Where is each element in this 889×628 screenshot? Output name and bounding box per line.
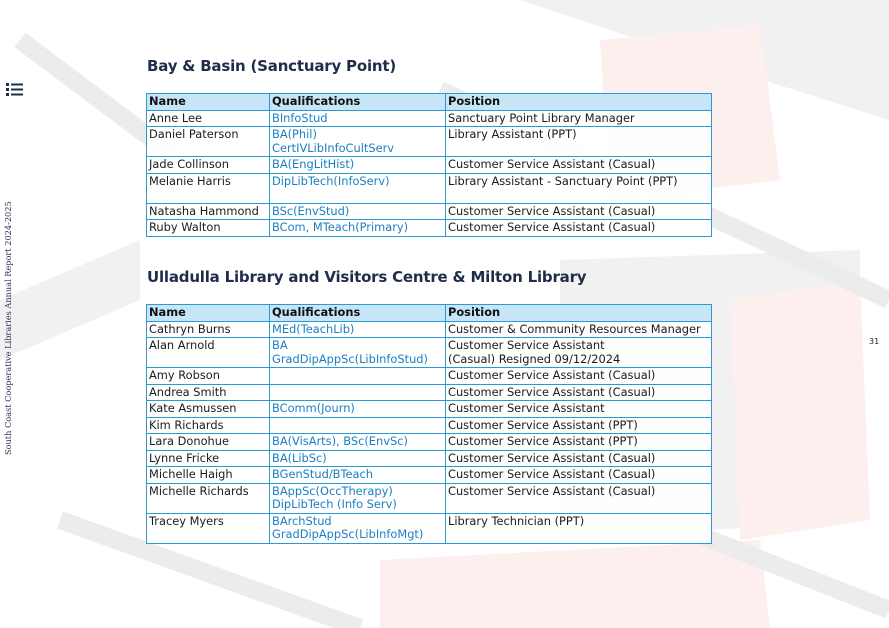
qualification-line: DipLibTech (Info Serv) — [272, 497, 397, 511]
staff-name: Lynne Fricke — [147, 450, 270, 467]
staff-qualifications — [270, 467, 446, 484]
qualification-line: BA(Phil) — [272, 127, 317, 141]
staff-qualifications — [270, 384, 446, 401]
staff-position — [446, 467, 712, 484]
staff-position — [446, 110, 712, 127]
position-line: Library Technician (PPT) — [448, 513, 585, 528]
staff-name: Kate Asmussen — [147, 401, 270, 418]
position-line: Customer Service Assistant (Casual) — [448, 368, 656, 382]
qualification-line: BGenStud/BTeach — [272, 467, 373, 481]
position-line: Customer Service Assistant (Casual) — [448, 384, 656, 399]
header-position: Position — [446, 94, 712, 111]
staff-name: Alan Arnold — [147, 338, 270, 368]
staff-name: Melanie Harris — [147, 173, 270, 203]
table-row — [147, 110, 712, 127]
qualification-line: BComm(Journ) — [272, 401, 355, 415]
staff-position — [446, 203, 712, 220]
table-header-row — [147, 305, 712, 322]
table-row — [147, 173, 712, 203]
staff-name: Tracey Myers — [147, 513, 270, 543]
staff-qualifications — [270, 127, 446, 157]
staff-qualifications — [270, 338, 446, 368]
table-row — [147, 483, 712, 513]
staff-qualifications — [270, 368, 446, 385]
header-position: Position — [446, 305, 712, 322]
position-line: Customer Service Assistant (Casual) — [448, 450, 656, 465]
staff-position — [446, 483, 712, 513]
position-line: Customer Service Assistant — [448, 401, 605, 415]
table-row — [147, 401, 712, 418]
report-side-title: South Coast Cooperative Libraries Annual Report 2024-2025 — [3, 201, 13, 455]
qualification-line: BA(LibSc) — [272, 450, 327, 465]
staff-position — [446, 157, 712, 174]
staff-position — [446, 417, 712, 434]
qualification-line: BA — [272, 338, 288, 352]
staff-name: Andrea Smith — [147, 384, 270, 401]
list-icon[interactable] — [6, 82, 23, 97]
staff-position — [446, 401, 712, 418]
header-qualifications: Qualifications — [270, 94, 446, 111]
staff-name: Michelle Richards — [147, 483, 270, 513]
staff-qualifications — [270, 321, 446, 338]
qualification-line: GradDipAppSc(LibInfoStud) — [272, 351, 428, 366]
qualification-line: CertIVLibInfoCultServ — [272, 140, 395, 155]
staff-position — [446, 220, 712, 237]
staff-position — [446, 450, 712, 467]
table-header-row — [147, 94, 712, 111]
qualification-line: BArchStud — [272, 513, 332, 528]
qualification-line: BA(VisArts), BSc(EnvSc) — [272, 434, 408, 448]
staff-qualifications — [270, 483, 446, 513]
staff-qualifications — [270, 450, 446, 467]
position-line: Customer Service Assistant (Casual) — [448, 467, 656, 481]
table-row — [147, 321, 712, 338]
table-row — [147, 513, 712, 543]
table-row — [147, 450, 712, 467]
position-line: Customer Service Assistant (PPT) — [448, 417, 638, 432]
staff-name: Natasha Hammond — [147, 203, 270, 220]
table-row — [147, 127, 712, 157]
staff-qualifications — [270, 434, 446, 451]
staff-position — [446, 338, 712, 368]
position-line: Customer Service Assistant (Casual) — [448, 157, 656, 171]
table-row — [147, 467, 712, 484]
staff-qualifications — [270, 203, 446, 220]
qualification-line: BInfoStud — [272, 110, 328, 125]
qualification-line: BSc(EnvStud) — [272, 203, 350, 218]
table-row — [147, 220, 712, 237]
staff-position — [446, 127, 712, 157]
table-row — [147, 203, 712, 220]
position-line: Customer & Community Resources Manager — [448, 321, 701, 336]
staff-qualifications — [270, 173, 446, 203]
qualification-line: MEd(TeachLib) — [272, 321, 355, 336]
staff-name: Ruby Walton — [147, 220, 270, 237]
page-number: 31 — [869, 337, 880, 346]
table-row — [147, 338, 712, 368]
header-qualifications: Qualifications — [270, 305, 446, 322]
staff-position — [446, 368, 712, 385]
staff-name: Michelle Haigh — [147, 467, 270, 484]
staff-table-bay-basin — [146, 93, 712, 237]
staff-name: Amy Robson — [147, 368, 270, 385]
position-line — [448, 188, 709, 202]
staff-name: Jade Collinson — [147, 157, 270, 174]
section-title-ulladulla-milton: Ulladulla Library and Visitors Centre & Milton Library — [147, 268, 587, 286]
position-line: Library Assistant - Sanctuary Point (PPT) — [448, 173, 678, 188]
position-line: Customer Service Assistant (Casual) — [448, 203, 656, 218]
staff-name: Kim Richards — [147, 417, 270, 434]
table-row — [147, 434, 712, 451]
staff-name: Cathryn Burns — [147, 321, 270, 338]
staff-position — [446, 173, 712, 203]
staff-name: Anne Lee — [147, 110, 270, 127]
table-row — [147, 157, 712, 174]
staff-position — [446, 384, 712, 401]
staff-qualifications — [270, 157, 446, 174]
qualification-line: GradDipAppSc(LibInfoMgt) — [272, 527, 424, 541]
position-line: (Casual) Resigned 09/12/2024 — [448, 351, 621, 366]
staff-position — [446, 321, 712, 338]
header-name: Name — [147, 305, 270, 322]
staff-name: Daniel Paterson — [147, 127, 270, 157]
position-line: Customer Service Assistant (PPT) — [448, 434, 638, 448]
header-name: Name — [147, 94, 270, 111]
staff-position — [446, 513, 712, 543]
staff-position — [446, 434, 712, 451]
position-line: Customer Service Assistant (Casual) — [448, 220, 656, 234]
table-row — [147, 417, 712, 434]
staff-qualifications — [270, 220, 446, 237]
staff-qualifications — [270, 401, 446, 418]
staff-qualifications — [270, 513, 446, 543]
staff-qualifications — [270, 110, 446, 127]
position-line: Library Assistant (PPT) — [448, 127, 577, 141]
staff-name: Lara Donohue — [147, 434, 270, 451]
position-line: Sanctuary Point Library Manager — [448, 110, 635, 125]
staff-qualifications — [270, 417, 446, 434]
qualification-line: DipLibTech(InfoServ) — [272, 173, 390, 188]
table-row — [147, 368, 712, 385]
position-line: Customer Service Assistant — [448, 338, 605, 352]
qualification-line: BA(EngLitHist) — [272, 157, 355, 171]
staff-table-ulladulla-milton — [146, 304, 712, 544]
qualification-line: BCom, MTeach(Primary) — [272, 220, 409, 234]
qualification-line: BAppSc(OccTherapy) — [272, 483, 393, 498]
position-line: Customer Service Assistant (Casual) — [448, 483, 656, 498]
table-row — [147, 384, 712, 401]
section-title-bay-basin: Bay & Basin (Sanctuary Point) — [147, 57, 396, 75]
